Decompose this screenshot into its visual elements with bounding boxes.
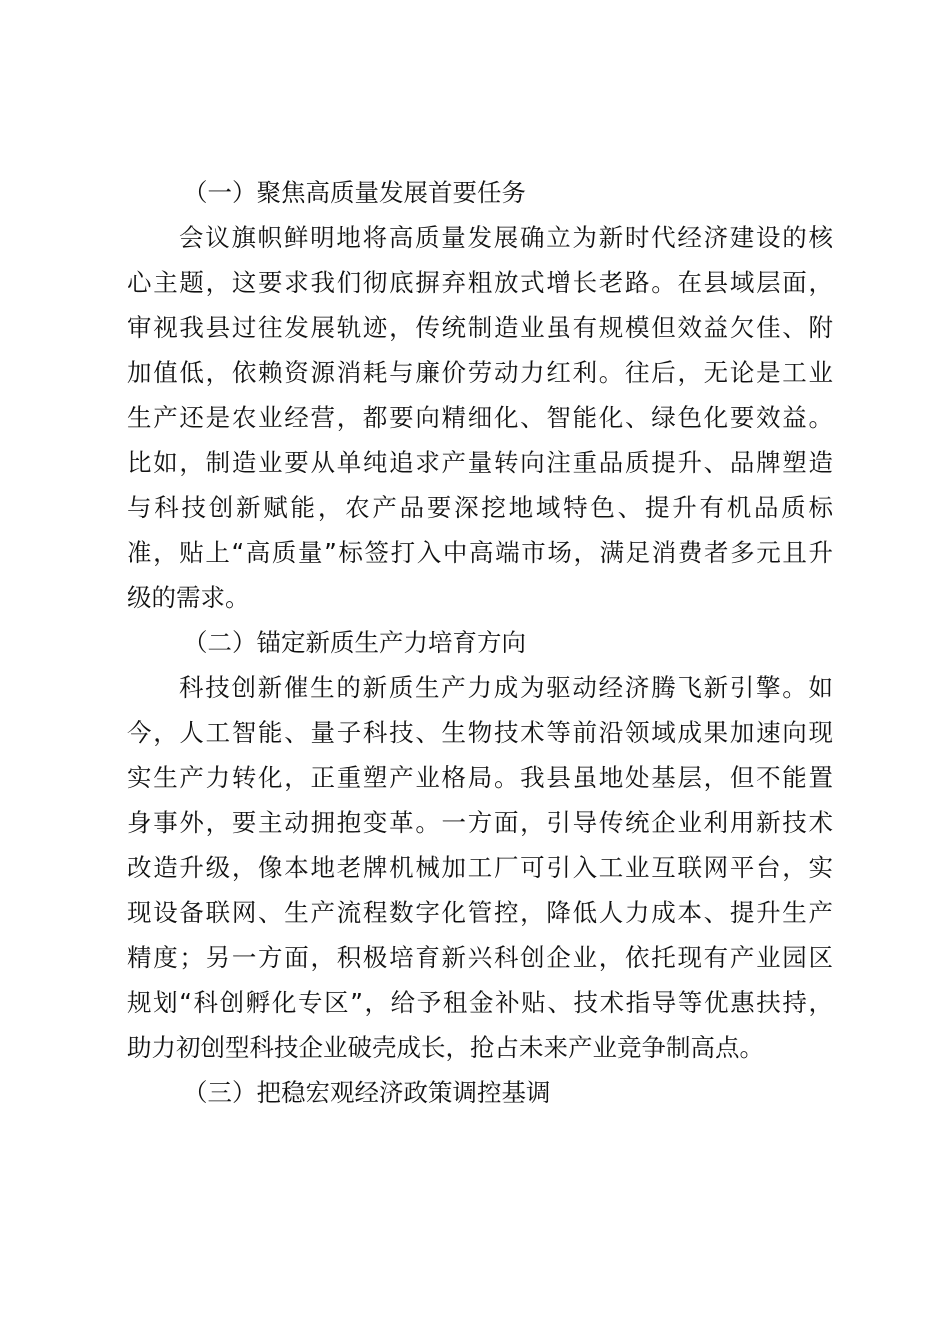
- paragraph-line: 改造升级，像本地老牌机械加工厂可引入工业互联网平台，实: [127, 853, 833, 882]
- paragraph-line: 审视我县过往发展轨迹，传统制造业虽有规模但效益欠佳、附: [127, 313, 833, 342]
- paragraph-line: 会议旗帜鲜明地将高质量发展确立为新时代经济建设的核: [179, 223, 833, 252]
- paragraph-line: 今，人工智能、量子科技、生物技术等前沿领域成果加速向现: [127, 718, 833, 747]
- paragraph-line: 实生产力转化，正重塑产业格局。我县虽地处基层，但不能置: [127, 763, 833, 792]
- paragraph-line: 科技创新催生的新质生产力成为驱动经济腾飞新引擎。如: [179, 673, 833, 702]
- paragraph-line: 与科技创新赋能，农产品要深挖地域特色、提升有机品质标: [127, 493, 833, 522]
- paragraph-line: 比如，制造业要从单纯追求产量转向注重品质提升、品牌塑造: [127, 448, 833, 477]
- section-heading-3: （三）把稳宏观经济政策调控基调: [183, 1078, 551, 1107]
- paragraph-line: 现设备联网、生产流程数字化管控，降低人力成本、提升生产: [127, 898, 833, 927]
- paragraph-line: 准，贴上“高质量”标签打入中高端市场，满足消费者多元且升: [127, 538, 833, 567]
- paragraph-line: 生产还是农业经营，都要向精细化、智能化、绿色化要效益。: [127, 403, 833, 432]
- paragraph-line: 心主题，这要求我们彻底摒弃粗放式增长老路。在县域层面，: [127, 268, 833, 297]
- paragraph-line: 级的需求。: [127, 583, 250, 612]
- paragraph-line: 身事外，要主动拥抱变革。一方面，引导传统企业利用新技术: [127, 808, 833, 837]
- paragraph-line: 规划“科创孵化专区”，给予租金补贴、技术指导等优惠扶持，: [127, 988, 833, 1017]
- paragraph-line: 精度；另一方面，积极培育新兴科创企业，依托现有产业园区: [127, 943, 833, 972]
- section-heading-2: （二）锚定新质生产力培育方向: [183, 628, 526, 657]
- paragraph-line: 加值低，依赖资源消耗与廉价劳动力红利。往后，无论是工业: [127, 358, 833, 387]
- paragraph-line: 助力初创型科技企业破壳成长，抢占未来产业竞争制高点。: [127, 1033, 764, 1062]
- document-body: [127, 170, 833, 1115]
- section-heading-1: （一）聚焦高质量发展首要任务: [183, 178, 526, 207]
